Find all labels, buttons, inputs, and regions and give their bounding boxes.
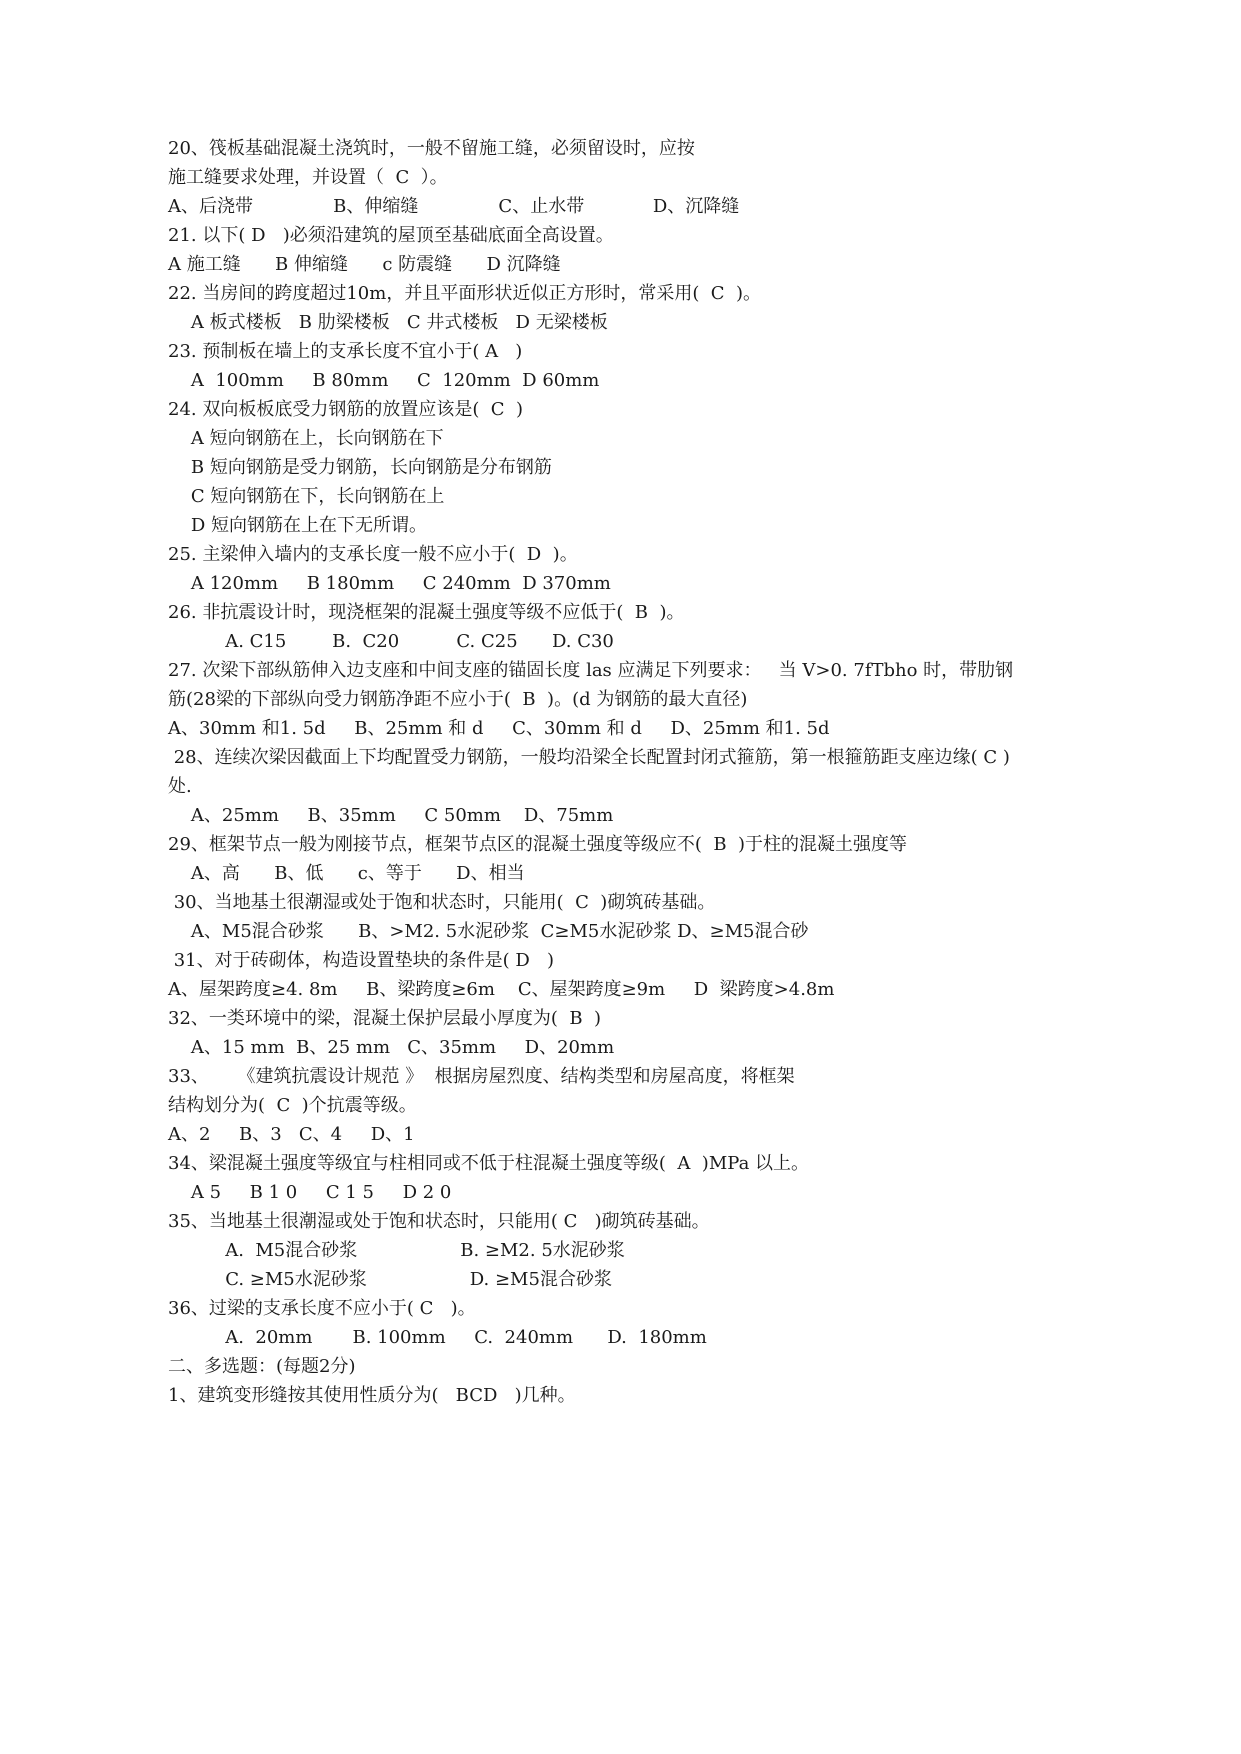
question-23-stem: 23. 预制板在墙上的支承长度不宜小于( A ) — [168, 341, 523, 362]
question-23-options: A 100mm B 80mm C 120mm D 60mm — [168, 370, 600, 391]
section-heading-multiple-choice: 二、多选题：(每题2分) — [168, 1356, 356, 1377]
question-22-stem: 22. 当房间的跨度超过10m，并且平面形状近似正方形时，常采用( C )。 — [168, 283, 762, 304]
question-28-stem-cont: 处. — [168, 776, 192, 797]
question-28-options: A、25mm B、35mm C 50mm D、75mm — [168, 805, 614, 826]
question-24-stem: 24. 双向板板底受力钢筋的放置应该是( C ) — [168, 399, 524, 420]
question-34-stem: 34、梁混凝土强度等级宜与柱相同或不低于柱混凝土强度等级( A )MPa 以上。 — [168, 1153, 810, 1174]
question-35-stem: 35、当地基土很潮湿或处于饱和状态时，只能用( C )砌筑砖基础。 — [168, 1211, 710, 1232]
question-27-options: A、30mm 和1. 5d B、25mm 和 d C、30mm 和 d D、25mm 和1. 5d — [168, 718, 830, 739]
question-30-options: A、M5混合砂浆 B、>M2. 5水泥砂浆 C≥M5水泥砂浆 D、≥M5混合砂 — [168, 921, 809, 942]
question-32-stem: 32、一类环境中的梁，混凝土保护层最小厚度为( B ) — [168, 1008, 602, 1029]
question-26-options: A. C15 B. C20 C. C25 D. C30 — [168, 631, 614, 652]
question-36-options: A. 20mm B. 100mm C. 240mm D. 180mm — [168, 1327, 707, 1348]
question-20-options: A、后浇带 B、伸缩缝 C、止水带 D、沉降缝 — [168, 196, 740, 217]
question-26-stem: 26. 非抗震设计时，现浇框架的混凝土强度等级不应低于( B )。 — [168, 602, 685, 623]
question-20-stem: 20、筏板基础混凝土浇筑时，一般不留施工缝，必须留设时，应按 — [168, 138, 695, 159]
question-27-stem: 27. 次梁下部纵筋伸入边支座和中间支座的锚固长度 las 应满足下列要求： 当 V>0. 7fTbho 时，带肋钢 — [168, 660, 1014, 681]
question-35-options-cd: C. ≥M5水泥砂浆 D. ≥M5混合砂浆 — [168, 1269, 612, 1290]
question-34-options: A 5 B 1 0 C 1 5 D 2 0 — [168, 1182, 452, 1203]
question-31-stem: 31、对于砖砌体，构造设置垫块的条件是( D ) — [168, 950, 554, 971]
question-24-option-a: A 短向钢筋在上，长向钢筋在下 — [168, 428, 444, 449]
question-24-option-b: B 短向钢筋是受力钢筋，长向钢筋是分布钢筋 — [168, 457, 552, 478]
multi-question-1-stem: 1、建筑变形缝按其使用性质分为( BCD )几种。 — [168, 1385, 576, 1406]
question-25-options: A 120mm B 180mm C 240mm D 370mm — [168, 573, 611, 594]
question-35-options-ab: A. M5混合砂浆 B. ≥M2. 5水泥砂浆 — [168, 1240, 625, 1261]
question-24-option-d: D 短向钢筋在上在下无所谓。 — [168, 515, 428, 536]
question-27-stem-cont: 筋(28梁的下部纵向受力钢筋净距不应小于( B )。(d 为钢筋的最大直径) — [168, 689, 748, 710]
question-33-stem: 33、 《建筑抗震设计规范 》 根据房屋烈度、结构类型和房屋高度，将框架 — [168, 1066, 795, 1087]
question-30-stem: 30、当地基土很潮湿或处于饱和状态时，只能用( C )砌筑砖基础。 — [168, 892, 716, 913]
question-21-stem: 21. 以下( D )必须沿建筑的屋顶至基础底面全高设置。 — [168, 225, 614, 246]
question-21-options: A 施工缝 B 伸缩缝 c 防震缝 D 沉降缝 — [168, 254, 561, 275]
question-28-stem: 28、连续次梁因截面上下均配置受力钢筋，一般均沿梁全长配置封闭式箍筋，第一根箍筋距支座边缘( C ) — [168, 747, 1010, 768]
question-33-options: A、2 B、3 C、4 D、1 — [168, 1124, 415, 1145]
question-29-stem: 29、框架节点一般为刚接节点，框架节点区的混凝土强度等级应不( B )于柱的混凝土强度等 — [168, 834, 908, 855]
question-20-stem-cont: 施工缝要求处理，并设置（ C ）。 — [168, 167, 448, 188]
question-31-options: A、屋架跨度≥4. 8m B、梁跨度≥6m C、屋架跨度≥9m D 梁跨度>4.8m — [168, 979, 835, 1000]
question-33-stem-cont: 结构划分为( C )个抗震等级。 — [168, 1095, 417, 1116]
question-24-option-c: C 短向钢筋在下，长向钢筋在上 — [168, 486, 445, 507]
question-22-options: A 板式楼板 B 肋梁楼板 C 井式楼板 D 无梁楼板 — [168, 312, 608, 333]
question-29-options: A、高 B、低 c、等于 D、相当 — [168, 863, 525, 884]
question-25-stem: 25. 主梁伸入墙内的支承长度一般不应小于( D )。 — [168, 544, 578, 565]
question-36-stem: 36、过梁的支承长度不应小于( C )。 — [168, 1298, 476, 1319]
question-32-options: A、15 mm B、25 mm C、35mm D、20mm — [168, 1037, 615, 1058]
